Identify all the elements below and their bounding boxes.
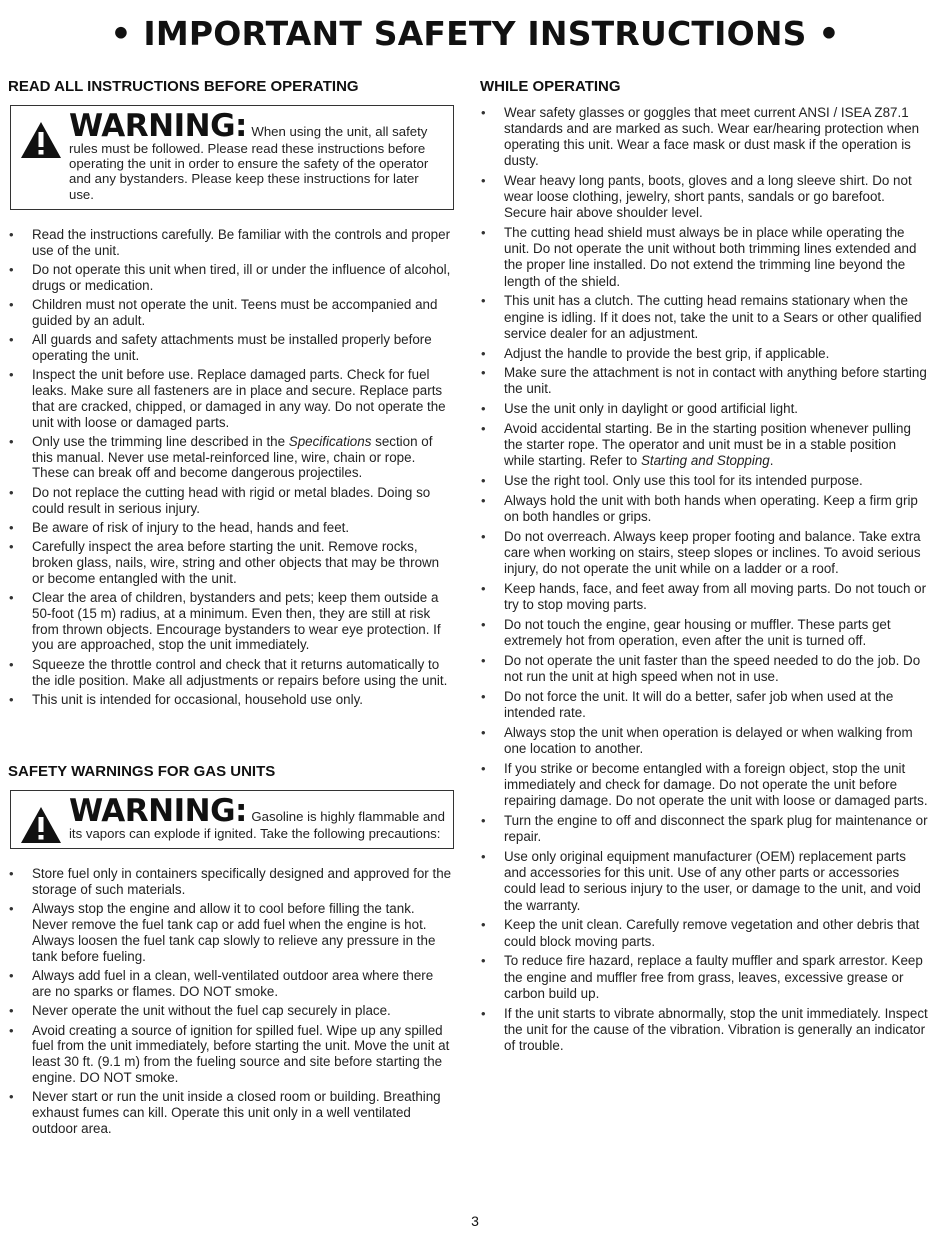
list-item (480, 1006, 928, 1054)
bullet-icon: • (481, 725, 486, 741)
page-number: 3 (471, 1213, 479, 1229)
bullet-icon: • (9, 261, 14, 277)
bullet-icon: • (481, 293, 486, 309)
bullet-icon: • (481, 689, 486, 705)
bullet-icon: • (9, 866, 14, 882)
list-item-text: If you strike or become entangled with a foreign object, stop the unit immediately and check for damage. Do not operate the unit before repairing damage. Do not operate the unit with loose or damaged parts. (504, 761, 928, 809)
list-item (480, 529, 928, 577)
warning-triangle-icon (19, 805, 63, 845)
bullet-icon: • (481, 813, 486, 829)
bullet-list-gas (8, 866, 454, 1136)
warning-body-text: its vapors can explode if ignited. Take the following precautions: (69, 826, 441, 842)
list-item (480, 293, 928, 341)
list-item-text: Use only original equipment manufacturer (OEM) replacement parts and accessories for this unit. Use of any other parts or accessories could lead to serious injury to the user, or damage to the unit, and void the warranty. (504, 849, 921, 913)
bullet-icon: • (9, 519, 14, 535)
bullet-icon: • (481, 473, 486, 489)
list-item-text: . (769, 453, 774, 469)
bullet-icon: • (9, 691, 14, 707)
list-item (480, 225, 928, 289)
list-item (480, 401, 928, 417)
left-column (8, 78, 454, 1140)
list-item-text: Squeeze the throttle control and check that it returns automatically to the idle position. Make all adjustments or repairs before using the unit. (32, 656, 448, 688)
list-item-text: The cutting head shield must always be in place while operating the unit. Do not operate the unit without both trimming lines extended and the proper line installed. Do not extend the trimming line beyond the length of the shield. (504, 225, 917, 289)
list-item-text: Do not operate the unit faster than the speed needed to do the job. Do not run the unit at high speed when not in use. (504, 653, 921, 685)
bullet-icon: • (481, 1005, 486, 1021)
bullet-icon: • (9, 433, 14, 449)
bullet-icon: • (9, 484, 14, 500)
list-item-text: Never operate the unit without the fuel cap securely in place. (32, 1003, 391, 1019)
list-item-text: This unit is intended for occasional, household use only. (32, 691, 363, 707)
list-item-text: Keep the unit clean. Carefully remove vegetation and other debris that could block moving parts. (504, 917, 920, 949)
list-item (480, 105, 928, 169)
list-item-reference: Specifications (288, 433, 372, 449)
page-title: • IMPORTANT SAFETY INSTRUCTIONS • (110, 14, 840, 53)
section-heading-while-operating: WHILE OPERATING (480, 78, 621, 95)
list-item (480, 689, 928, 721)
list-item (480, 761, 928, 809)
list-item-text: Clear the area of children, bystanders and pets; keep them outside a 50-foot (15 m) radius, at a minimum. Even then, they are still at risk from thrown objects. Encourage bystanders to wear eye protection. If you are approached, stop the unit immediately. (32, 590, 441, 653)
list-item (8, 590, 454, 653)
list-item-text: Never start or run the unit inside a closed room or building. Breathing exhaust fumes can kill. Operate this unit only in a well ventilated outdoor area. (32, 1089, 441, 1136)
list-item-text: Use the unit only in daylight or good artificial light. (504, 401, 799, 417)
list-item (8, 1023, 454, 1086)
list-item-text: Do not overreach. Always keep proper footing and balance. Take extra care when working on stairs, steep slopes or inclines. To avoid serious injury, do not operate the unit while on a ladder or a roof. (504, 529, 921, 577)
list-item-text: Store fuel only in containers specifically designed and approved for the storage of such materials. (32, 866, 452, 898)
warning-box-general (10, 105, 454, 210)
bullet-icon: • (481, 849, 486, 865)
list-item-text: Do not operate this unit when tired, ill or under the influence of alcohol, drugs or medication. (32, 261, 451, 293)
list-item-text: Adjust the handle to provide the best grip, if applicable. (504, 345, 830, 361)
list-item-text: Do not touch the engine, gear housing or muffler. These parts get extremely hot from operation, even after the unit is turned off. (504, 617, 891, 649)
warning-label: WARNING: (69, 793, 247, 830)
bullet-icon: • (9, 1003, 14, 1019)
list-item (8, 1003, 454, 1019)
warning-lead-text: Gasoline is highly flammable and (251, 809, 445, 825)
bullet-icon: • (481, 917, 486, 933)
bullet-icon: • (481, 173, 486, 189)
bullet-list-general (8, 227, 454, 708)
bullet-icon: • (9, 968, 14, 984)
list-item-text: Always hold the unit with both hands when operating. Keep a firm grip on both handles or grips. (504, 493, 918, 525)
list-item (480, 473, 928, 489)
list-item (8, 332, 454, 364)
list-item (8, 657, 454, 689)
bullet-icon: • (9, 226, 14, 242)
bullet-icon: • (481, 761, 486, 777)
list-item (480, 725, 928, 757)
bullet-icon: • (481, 345, 486, 361)
list-item (480, 493, 928, 525)
section-heading-read-instructions: READ ALL INSTRUCTIONS BEFORE OPERATING (8, 78, 359, 95)
list-item (8, 262, 454, 294)
bullet-icon: • (481, 493, 486, 509)
list-item-text: Always add fuel in a clean, well-ventilated outdoor area where there are no sparks or flames. DO NOT smoke. (32, 968, 434, 999)
list-item (480, 346, 928, 362)
list-item (480, 953, 928, 1001)
list-item (8, 539, 454, 586)
bullet-icon: • (481, 617, 486, 633)
list-item-text: Do not force the unit. It will do a better, safer job when used at the intended rate. (504, 689, 894, 721)
warning-label: WARNING: (69, 108, 247, 144)
list-item (8, 485, 454, 517)
list-item (8, 367, 454, 430)
bullet-icon: • (9, 332, 14, 348)
section-heading-gas-units: SAFETY WARNINGS FOR GAS UNITS (8, 763, 276, 781)
bullet-icon: • (481, 225, 486, 241)
list-item (8, 901, 454, 964)
list-item (8, 866, 454, 898)
list-item-text: Only use the trimming line described in the (32, 433, 289, 449)
list-item (480, 173, 928, 221)
right-column (480, 78, 928, 1058)
bullet-icon: • (9, 901, 14, 917)
warning-triangle-icon (19, 120, 63, 160)
list-item-text: Avoid accidental starting. Be in the starting position whenever pulling the starter rope. The operator and unit must be in a stable position while starting. Refer to (504, 421, 911, 469)
list-item-text: Turn the engine to off and disconnect the spark plug for maintenance or repair. (504, 813, 928, 845)
list-item (480, 581, 928, 613)
list-item (8, 434, 454, 481)
list-item (480, 421, 928, 469)
list-item-text: To reduce fire hazard, replace a faulty muffler and spark arrestor. Keep the engine and muffler free from grass, leaves, excessive grease or carbon build up. (504, 953, 923, 1001)
bullet-icon: • (481, 401, 486, 417)
list-item (480, 653, 928, 685)
list-item (480, 849, 928, 913)
list-item (8, 520, 454, 536)
list-item-text: Keep hands, face, and feet away from all moving parts. Do not touch or try to stop moving parts. (504, 581, 927, 613)
list-item-text: Avoid creating a source of ignition for spilled fuel. Wipe up any spilled fuel from the unit immediately, before starting the unit. Move the unit at least 30 ft. (9.1 m) from the fueling source and site before starting the engine. DO NOT smoke. (32, 1022, 450, 1085)
warning-body-text: rules must be followed. Please read these instructions before operating the unit in order to ensure the safety of the operator and any bystanders. Please keep these instructions for later use. (69, 141, 429, 202)
list-item (480, 365, 928, 397)
bullet-icon: • (9, 1022, 14, 1038)
list-item (480, 813, 928, 845)
list-item-text: section of this manual. Never use metal-reinforced line, wire, chain or rope. These can break off and become dangerous projectiles. (32, 433, 433, 481)
bullet-icon: • (9, 539, 14, 555)
bullet-icon: • (9, 297, 14, 312)
list-item (480, 917, 928, 949)
list-item (8, 968, 454, 1000)
list-item-text: Children must not operate the unit. Teens must be accompanied and guided by an adult. (32, 297, 438, 328)
bullet-icon: • (9, 656, 14, 672)
list-item-text: If the unit starts to vibrate abnormally, stop the unit immediately. Inspect the unit for the cause of the vibration. Vibration is generally an indicator of trouble. (504, 1005, 928, 1053)
bullet-list-while-operating (480, 105, 928, 1054)
bullet-icon: • (9, 367, 14, 383)
list-item-text: Always stop the unit when operation is delayed or when walking from one location to another. (504, 725, 913, 757)
bullet-icon: • (481, 105, 486, 120)
list-item-reference: Starting and Stopping (640, 453, 770, 469)
list-item-text: Wear safety glasses or goggles that meet current ANSI / ISEA Z87.1 standards and are marked as such. Wear ear/hearing protection when operating this unit. Wear a face mask or dust mask if the operation is dusty. (504, 105, 920, 169)
list-item-text: Carefully inspect the area before starting the unit. Remove rocks, broken glass, nails, wire, string and other objects that may be thrown or become entangled with the unit. (32, 539, 440, 586)
list-item (8, 227, 454, 259)
list-item-text: Wear heavy long pants, boots, gloves and a long sleeve shirt. Do not wear loose clothing, jewelry, short pants, sandals or go barefoot. Secure hair above shoulder level. (504, 173, 912, 221)
list-item-text: Make sure the attachment is not in contact with anything before starting the unit. (504, 365, 927, 397)
warning-box-gas (10, 790, 454, 849)
list-item-text: Use the right tool. Only use this tool for its intended purpose. (504, 473, 863, 489)
list-item (8, 1089, 454, 1136)
bullet-icon: • (481, 421, 486, 437)
bullet-icon: • (481, 529, 486, 545)
list-item (8, 692, 454, 708)
list-item-text: Read the instructions carefully. Be familiar with the controls and proper use of the unit. (32, 226, 451, 258)
list-item-text: Inspect the unit before use. Replace damaged parts. Check for fuel leaks. Make sure all fasteners are in place and secure. Replace parts that are cracked, chipped, or damaged in any way. Do not operate the unit with loose or damaged parts. (32, 367, 446, 430)
bullet-icon: • (481, 365, 486, 381)
warning-lead-text: When using the unit, all safety (251, 124, 428, 139)
list-item-text: Always stop the engine and allow it to cool before filling the tank. Never remove the fuel tank cap or add fuel when the engine is hot. Always loosen the fuel tank cap slowly to relieve any pressure in the tank before fueling. (32, 901, 436, 964)
list-item-text: Do not replace the cutting head with rigid or metal blades. Doing so could result in serious injury. (32, 484, 431, 516)
bullet-icon: • (9, 590, 14, 606)
list-item (8, 297, 454, 329)
list-item-text: This unit has a clutch. The cutting head remains stationary when the engine is idling. If it does not, take the unit to a Sears or other qualified service dealer for an adjustment. (504, 293, 922, 341)
list-item-text: All guards and safety attachments must be installed properly before operating the unit. (32, 332, 432, 363)
bullet-icon: • (481, 581, 486, 597)
bullet-icon: • (481, 653, 486, 669)
list-item (480, 617, 928, 649)
list-item-text: Be aware of risk of injury to the head, hands and feet. (32, 519, 350, 535)
bullet-icon: • (481, 953, 486, 969)
bullet-icon: • (9, 1089, 14, 1105)
